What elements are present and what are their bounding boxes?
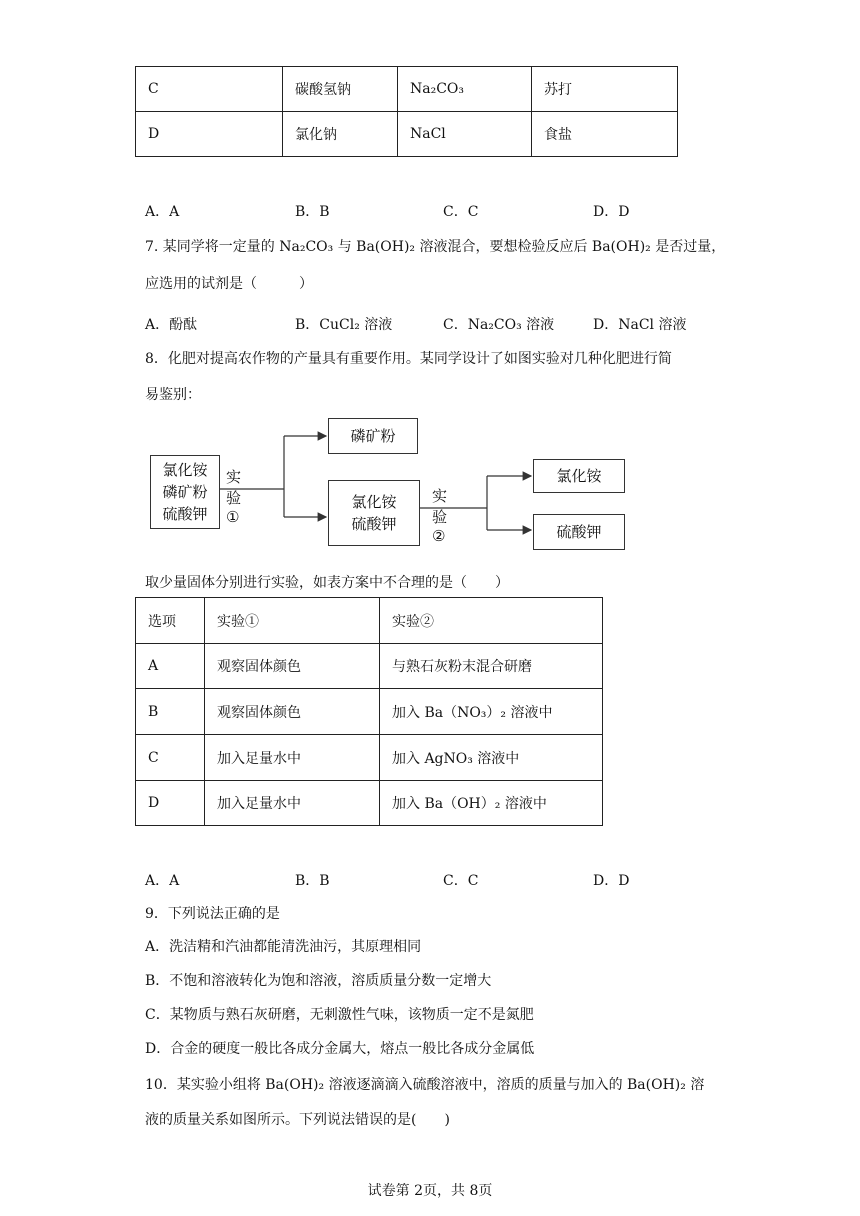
table-cell: 加入足量水中 — [205, 781, 380, 826]
option-b[interactable]: B．B — [295, 204, 330, 220]
box-line: 氯化铵 — [351, 493, 397, 511]
table-header-row — [136, 598, 603, 644]
box-line: 磷矿粉 — [350, 427, 396, 445]
q8-table — [135, 597, 603, 826]
table-row — [136, 689, 603, 735]
q8-stem-line1: 8．化肥对提高农作物的产量具有重要作用。某同学设计了如图实验对几种化肥进行简 — [145, 351, 672, 367]
q10-stem-line2: 液的质量关系如图所示。下列说法错误的是( ) — [145, 1112, 450, 1128]
box-line: 磷矿粉 — [162, 483, 208, 501]
ammonium-box — [533, 459, 625, 493]
table-cell: 与熟石灰粉末混合研磨 — [380, 644, 603, 689]
q7-stem-line2: 应选用的试剂是（ ） — [145, 276, 313, 292]
page-footer: 试卷第 2页，共 8页 — [367, 1183, 493, 1199]
q8-stem-line3: 取少量固体分别进行实验，如表方案中不合理的是（ ） — [145, 575, 509, 591]
table-cell: B — [136, 689, 205, 735]
table-cell: 观察固体颜色 — [205, 644, 380, 689]
table-cell: C — [136, 67, 283, 112]
box-line: 氯化铵 — [556, 467, 602, 485]
q9-stem: 9．下列说法正确的是 — [145, 906, 280, 922]
table-cell: 碳酸氢钠 — [283, 67, 398, 112]
table-cell: 加入 Ba（OH）₂ 溶液中 — [380, 781, 603, 826]
table-row — [136, 644, 603, 689]
option-d[interactable]: D．D — [593, 873, 630, 889]
q9-option-d[interactable]: D．合金的硬度一般比各成分金属大，熔点一般比各成分金属低 — [145, 1041, 535, 1057]
table-cell: 氯化钠 — [283, 112, 398, 157]
start-box — [150, 455, 220, 529]
exp1-label: 实验① — [226, 468, 242, 526]
table-cell: 苏打 — [532, 67, 678, 112]
q9-option-c[interactable]: C．某物质与熟石灰研磨，无刺激性气味，该物质一定不是氮肥 — [145, 1007, 534, 1023]
table-cell: 观察固体颜色 — [205, 689, 380, 735]
table-row — [136, 781, 603, 826]
option-d[interactable]: D．NaCl 溶液 — [593, 317, 687, 333]
option-a[interactable]: A．A — [145, 873, 180, 889]
option-b[interactable]: B．CuCl₂ 溶液 — [295, 317, 393, 333]
q9-option-a[interactable]: A．洗洁精和汽油都能清洗油污，其原理相同 — [145, 939, 422, 955]
q9-option-b[interactable]: B．不饱和溶液转化为饱和溶液，溶质质量分数一定增大 — [145, 973, 492, 989]
phosphate-box — [328, 418, 418, 454]
exp2-label: 实验② — [432, 487, 448, 545]
table-row — [136, 735, 603, 781]
table-cell: NaCl — [398, 112, 532, 157]
table-cell: 加入 Ba（NO₃）₂ 溶液中 — [380, 689, 603, 735]
table-cell: 加入 AgNO₃ 溶液中 — [380, 735, 603, 781]
box-line: 氯化铵 — [162, 461, 208, 479]
option-c[interactable]: C．Na₂CO₃ 溶液 — [443, 317, 555, 333]
q8-stem-line2: 易鉴别： — [145, 387, 201, 403]
option-a[interactable]: A．酚酞 — [145, 317, 198, 333]
option-d[interactable]: D．D — [593, 204, 630, 220]
potassium-box — [533, 514, 625, 550]
option-a[interactable]: A．A — [145, 204, 180, 220]
table-cell: D — [136, 112, 283, 157]
table-cell: A — [136, 644, 205, 689]
mid-box — [328, 480, 420, 546]
option-c[interactable]: C．C — [443, 204, 479, 220]
box-line: 硫酸钾 — [162, 505, 208, 523]
table-cell: C — [136, 735, 205, 781]
box-line: 硫酸钾 — [556, 523, 602, 541]
table-cell: D — [136, 781, 205, 826]
table-header-cell: 选项 — [136, 598, 205, 644]
option-c[interactable]: C．C — [443, 873, 479, 889]
table-cell: 食盐 — [532, 112, 678, 157]
table-header-cell: 实验② — [380, 598, 603, 644]
option-b[interactable]: B．B — [295, 873, 330, 889]
table-cell: Na₂CO₃ — [398, 67, 532, 112]
table-header-cell: 实验① — [205, 598, 380, 644]
q7-stem-line1: 7. 某同学将一定量的 Na₂CO₃ 与 Ba(OH)₂ 溶液混合，要想检验反应后 Ba(OH)₂ 是否过量， — [145, 239, 726, 255]
box-line: 硫酸钾 — [351, 515, 397, 533]
q10-stem-line1: 10．某实验小组将 Ba(OH)₂ 溶液逐滴滴入硫酸溶液中，溶质的质量与加入的 Ba(OH)₂ 溶 — [145, 1077, 705, 1093]
table-cell: 加入足量水中 — [205, 735, 380, 781]
diagram-arrows — [0, 0, 860, 560]
